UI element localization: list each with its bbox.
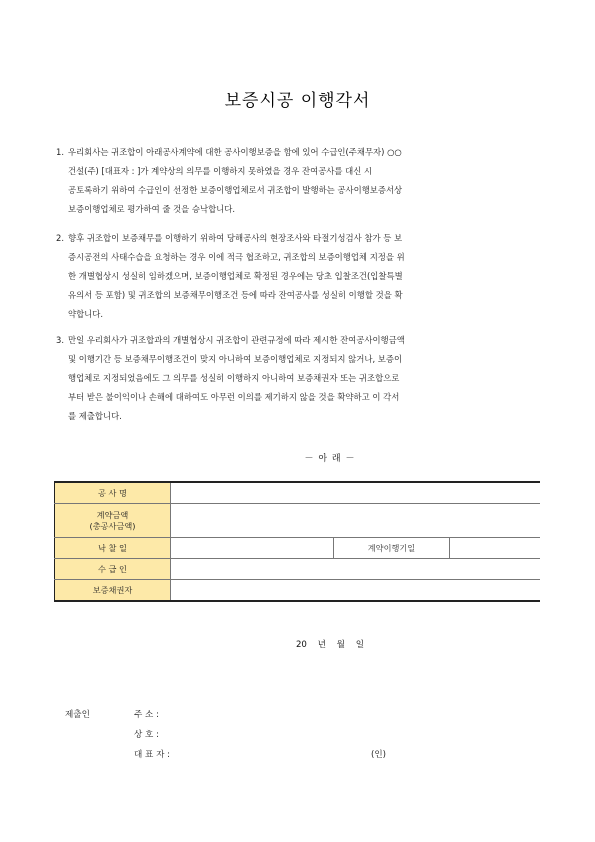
contract-period-field[interactable] (450, 538, 541, 559)
project-name-field[interactable] (171, 482, 541, 504)
clause-line: 및 이행기간 등 보증채무이행조건이 맞지 아니하여 보증이행업체로 지정되지 않거나, 보증이 (68, 354, 403, 364)
table-row (55, 538, 541, 559)
representative-label: 대 표 자 : (134, 750, 170, 760)
table-row (55, 580, 541, 602)
clause-line: 부터 받은 불이익이나 손해에 대하여도 아무런 이의를 제기하지 않을 것을 확약하고 이 각서 (68, 392, 400, 402)
clause-line: 우리회사는 귀조합이 아래공사계약에 대한 공사이행보증을 함에 있어 수급인(주채무자) ○○ (68, 147, 402, 157)
clause-line: 건설(주) [대표자 : ]가 계약상의 의무를 이행하지 못하였을 경우 잔여공사를 대신 시 (68, 166, 373, 176)
clause-2 (56, 229, 496, 324)
clause-line: 향후 귀조합이 보증채무를 이행하기 위하여 당해공사의 현장조사와 타절기성검사 참가 등 보 (68, 233, 403, 243)
clause-1 (56, 143, 496, 219)
address-label: 주 소 : (134, 710, 159, 720)
trade-name-label: 상 호 : (134, 730, 159, 740)
contract-period-label: 계약이행기일 (334, 538, 450, 559)
clause-line: 약합니다. (68, 309, 104, 319)
document-title: 보증시공 이행각서 (224, 91, 371, 111)
clause-line: 유의서 등 포함) 및 귀조합의 보증채무이행조건 등에 따라 잔여공사를 성실히 이행할 것을 확 (68, 290, 403, 300)
contract-amount-field[interactable] (171, 504, 541, 538)
clause-line: 행업체로 지정되었음에도 그 의무를 성실히 이행하지 아니하여 보증채권자 또는 귀조합으로 (68, 373, 400, 383)
clause-line: 를 제출합니다. (68, 411, 122, 421)
clause-number: 1. (56, 147, 64, 157)
submitter-label: 제출인 (65, 710, 90, 720)
clause-line: 공토록하기 위하여 수급인이 선정한 보증이행업체로서 귀조합이 발행하는 공사이행보증서상 (68, 185, 403, 195)
table-row (55, 482, 541, 504)
project-info-table (54, 481, 540, 602)
clause-line: 한 개별협상시 성실히 임하겠으며, 보증이행업체로 확정된 경우에는 당초 입찰조건(입찰특별 (68, 271, 403, 281)
contract-amount-label-line1: 계약금액 (96, 509, 129, 520)
guarantee-creditor-field[interactable] (171, 580, 541, 602)
clause-line: 증시공전의 사태수습을 요청하는 경우 이에 적극 협조하고, 귀조합의 보증이행업체 지정을 위 (68, 252, 405, 262)
clause-number: 3. (56, 335, 64, 345)
guarantee-creditor-label: 보증채권자 (55, 580, 171, 602)
contract-amount-label (55, 504, 171, 538)
table-row (55, 559, 541, 580)
date-line: 20 년 월 일 (295, 640, 365, 650)
bid-date-label: 낙 찰 일 (55, 538, 171, 559)
contract-amount-label-line2: (총공사금액) (89, 520, 136, 531)
clause-line: 보증이행업체로 평가하여 줄 것을 승낙합니다. (68, 204, 236, 214)
clause-3 (56, 331, 496, 426)
seal-mark: (인) (371, 750, 387, 760)
table-row (55, 504, 541, 538)
below-heading: － 아 래 － (304, 454, 356, 464)
contractor-label: 수 급 인 (55, 559, 171, 580)
clause-line: 만일 우리회사가 귀조합과의 개별협상시 귀조합이 관련규정에 따라 제시한 잔여공사이행금액 (68, 335, 405, 345)
contractor-field[interactable] (171, 559, 541, 580)
bid-date-field[interactable] (171, 538, 334, 559)
clause-number: 2. (56, 233, 64, 243)
project-name-label: 공 사 명 (55, 482, 171, 504)
